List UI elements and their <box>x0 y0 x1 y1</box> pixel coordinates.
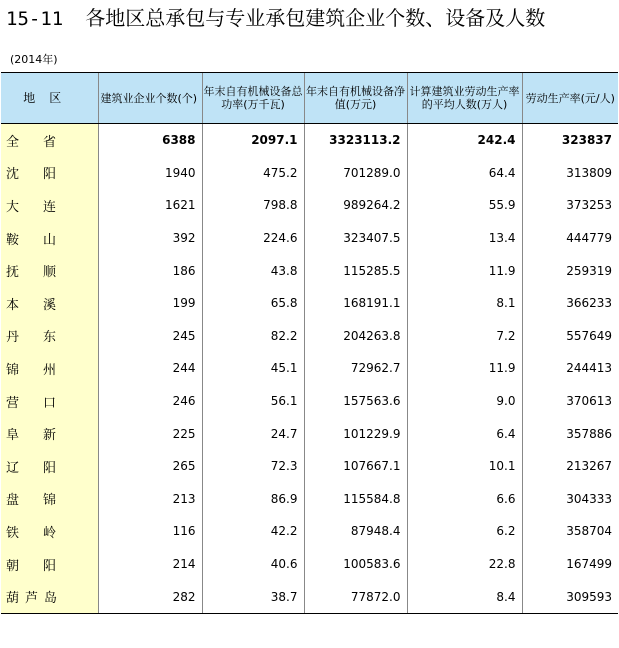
net-value-cell: 3323113.2 <box>304 124 407 157</box>
region-cell: 大连 <box>1 189 98 222</box>
year-note: (2014年) <box>10 53 58 66</box>
region-cell: 阜新 <box>1 417 98 450</box>
region-cell: 铁岭 <box>1 515 98 548</box>
enterprises-cell: 265 <box>98 450 202 483</box>
column-header-net-value: 年末自有机械设备净值(万元) <box>304 73 407 124</box>
region-cell: 盘锦 <box>1 483 98 516</box>
table-row <box>1 352 618 385</box>
region-cell: 鞍山 <box>1 222 98 255</box>
region-cell: 辽阳 <box>1 450 98 483</box>
net-value-cell: 989264.2 <box>304 189 407 222</box>
statistics-table <box>1 72 618 614</box>
column-header-region: 地区 <box>1 73 98 124</box>
avg-workers-cell: 22.8 <box>407 548 522 581</box>
enterprises-cell: 199 <box>98 287 202 320</box>
productivity-cell: 323837 <box>522 124 618 157</box>
power-cell: 798.8 <box>202 189 304 222</box>
region-cell: 锦州 <box>1 352 98 385</box>
productivity-cell: 304333 <box>522 483 618 516</box>
net-value-cell: 101229.9 <box>304 417 407 450</box>
table-title: 各地区总承包与专业承包建筑企业个数、设备及人数 <box>85 6 546 30</box>
table-row <box>1 157 618 190</box>
net-value-cell: 115285.5 <box>304 254 407 287</box>
avg-workers-cell: 6.2 <box>407 515 522 548</box>
productivity-cell: 358704 <box>522 515 618 548</box>
table-row <box>1 515 618 548</box>
table-row <box>1 287 618 320</box>
productivity-cell: 213267 <box>522 450 618 483</box>
table-row <box>1 580 618 613</box>
power-cell: 56.1 <box>202 385 304 418</box>
net-value-cell: 87948.4 <box>304 515 407 548</box>
power-cell: 2097.1 <box>202 124 304 157</box>
avg-workers-cell: 11.9 <box>407 254 522 287</box>
page-title <box>6 4 545 32</box>
enterprises-cell: 116 <box>98 515 202 548</box>
avg-workers-cell: 8.1 <box>407 287 522 320</box>
table-number: 15-11 <box>6 8 64 30</box>
region-cell: 抚顺 <box>1 254 98 287</box>
region-cell: 沈阳 <box>1 157 98 190</box>
productivity-cell: 357886 <box>522 417 618 450</box>
enterprises-cell: 186 <box>98 254 202 287</box>
productivity-cell: 167499 <box>522 548 618 581</box>
net-value-cell: 701289.0 <box>304 157 407 190</box>
enterprises-cell: 244 <box>98 352 202 385</box>
net-value-cell: 168191.1 <box>304 287 407 320</box>
avg-workers-cell: 10.1 <box>407 450 522 483</box>
enterprises-cell: 1940 <box>98 157 202 190</box>
net-value-cell: 204263.8 <box>304 320 407 353</box>
table-row <box>1 417 618 450</box>
productivity-cell: 370613 <box>522 385 618 418</box>
enterprises-cell: 6388 <box>98 124 202 157</box>
productivity-cell: 259319 <box>522 254 618 287</box>
column-header-power: 年末自有机械设备总功率(万千瓦) <box>202 73 304 124</box>
region-cell: 丹东 <box>1 320 98 353</box>
net-value-cell: 77872.0 <box>304 580 407 613</box>
power-cell: 72.3 <box>202 450 304 483</box>
power-cell: 40.6 <box>202 548 304 581</box>
table-row <box>1 548 618 581</box>
table-row <box>1 124 618 157</box>
enterprises-cell: 214 <box>98 548 202 581</box>
enterprises-cell: 225 <box>98 417 202 450</box>
avg-workers-cell: 64.4 <box>407 157 522 190</box>
region-cell: 全省 <box>1 124 98 157</box>
net-value-cell: 107667.1 <box>304 450 407 483</box>
productivity-cell: 557649 <box>522 320 618 353</box>
avg-workers-cell: 7.2 <box>407 320 522 353</box>
enterprises-cell: 245 <box>98 320 202 353</box>
power-cell: 38.7 <box>202 580 304 613</box>
net-value-cell: 323407.5 <box>304 222 407 255</box>
table-row <box>1 483 618 516</box>
table-row <box>1 222 618 255</box>
power-cell: 86.9 <box>202 483 304 516</box>
enterprises-cell: 246 <box>98 385 202 418</box>
productivity-cell: 373253 <box>522 189 618 222</box>
avg-workers-cell: 242.4 <box>407 124 522 157</box>
productivity-cell: 444779 <box>522 222 618 255</box>
enterprises-cell: 1621 <box>98 189 202 222</box>
table-row <box>1 450 618 483</box>
avg-workers-cell: 6.4 <box>407 417 522 450</box>
region-cell: 朝阳 <box>1 548 98 581</box>
region-cell: 本溪 <box>1 287 98 320</box>
productivity-cell: 244413 <box>522 352 618 385</box>
avg-workers-cell: 6.6 <box>407 483 522 516</box>
power-cell: 45.1 <box>202 352 304 385</box>
table-row <box>1 385 618 418</box>
avg-workers-cell: 9.0 <box>407 385 522 418</box>
productivity-cell: 309593 <box>522 580 618 613</box>
net-value-cell: 100583.6 <box>304 548 407 581</box>
productivity-cell: 366233 <box>522 287 618 320</box>
power-cell: 475.2 <box>202 157 304 190</box>
power-cell: 82.2 <box>202 320 304 353</box>
region-cell: 葫芦岛 <box>1 580 98 613</box>
table-row <box>1 254 618 287</box>
avg-workers-cell: 55.9 <box>407 189 522 222</box>
productivity-cell: 313809 <box>522 157 618 190</box>
enterprises-cell: 213 <box>98 483 202 516</box>
enterprises-cell: 392 <box>98 222 202 255</box>
column-header-productivity: 劳动生产率(元/人) <box>522 73 618 124</box>
power-cell: 65.8 <box>202 287 304 320</box>
column-header-enterprises: 建筑业企业个数(个) <box>98 73 202 124</box>
enterprises-cell: 282 <box>98 580 202 613</box>
net-value-cell: 72962.7 <box>304 352 407 385</box>
power-cell: 42.2 <box>202 515 304 548</box>
table-row <box>1 189 618 222</box>
avg-workers-cell: 8.4 <box>407 580 522 613</box>
net-value-cell: 157563.6 <box>304 385 407 418</box>
region-cell: 营口 <box>1 385 98 418</box>
avg-workers-cell: 11.9 <box>407 352 522 385</box>
net-value-cell: 115584.8 <box>304 483 407 516</box>
avg-workers-cell: 13.4 <box>407 222 522 255</box>
power-cell: 43.8 <box>202 254 304 287</box>
table-row <box>1 320 618 353</box>
column-header-avg-workers: 计算建筑业劳动生产率的平均人数(万人) <box>407 73 522 124</box>
power-cell: 24.7 <box>202 417 304 450</box>
header-row <box>1 73 618 124</box>
power-cell: 224.6 <box>202 222 304 255</box>
